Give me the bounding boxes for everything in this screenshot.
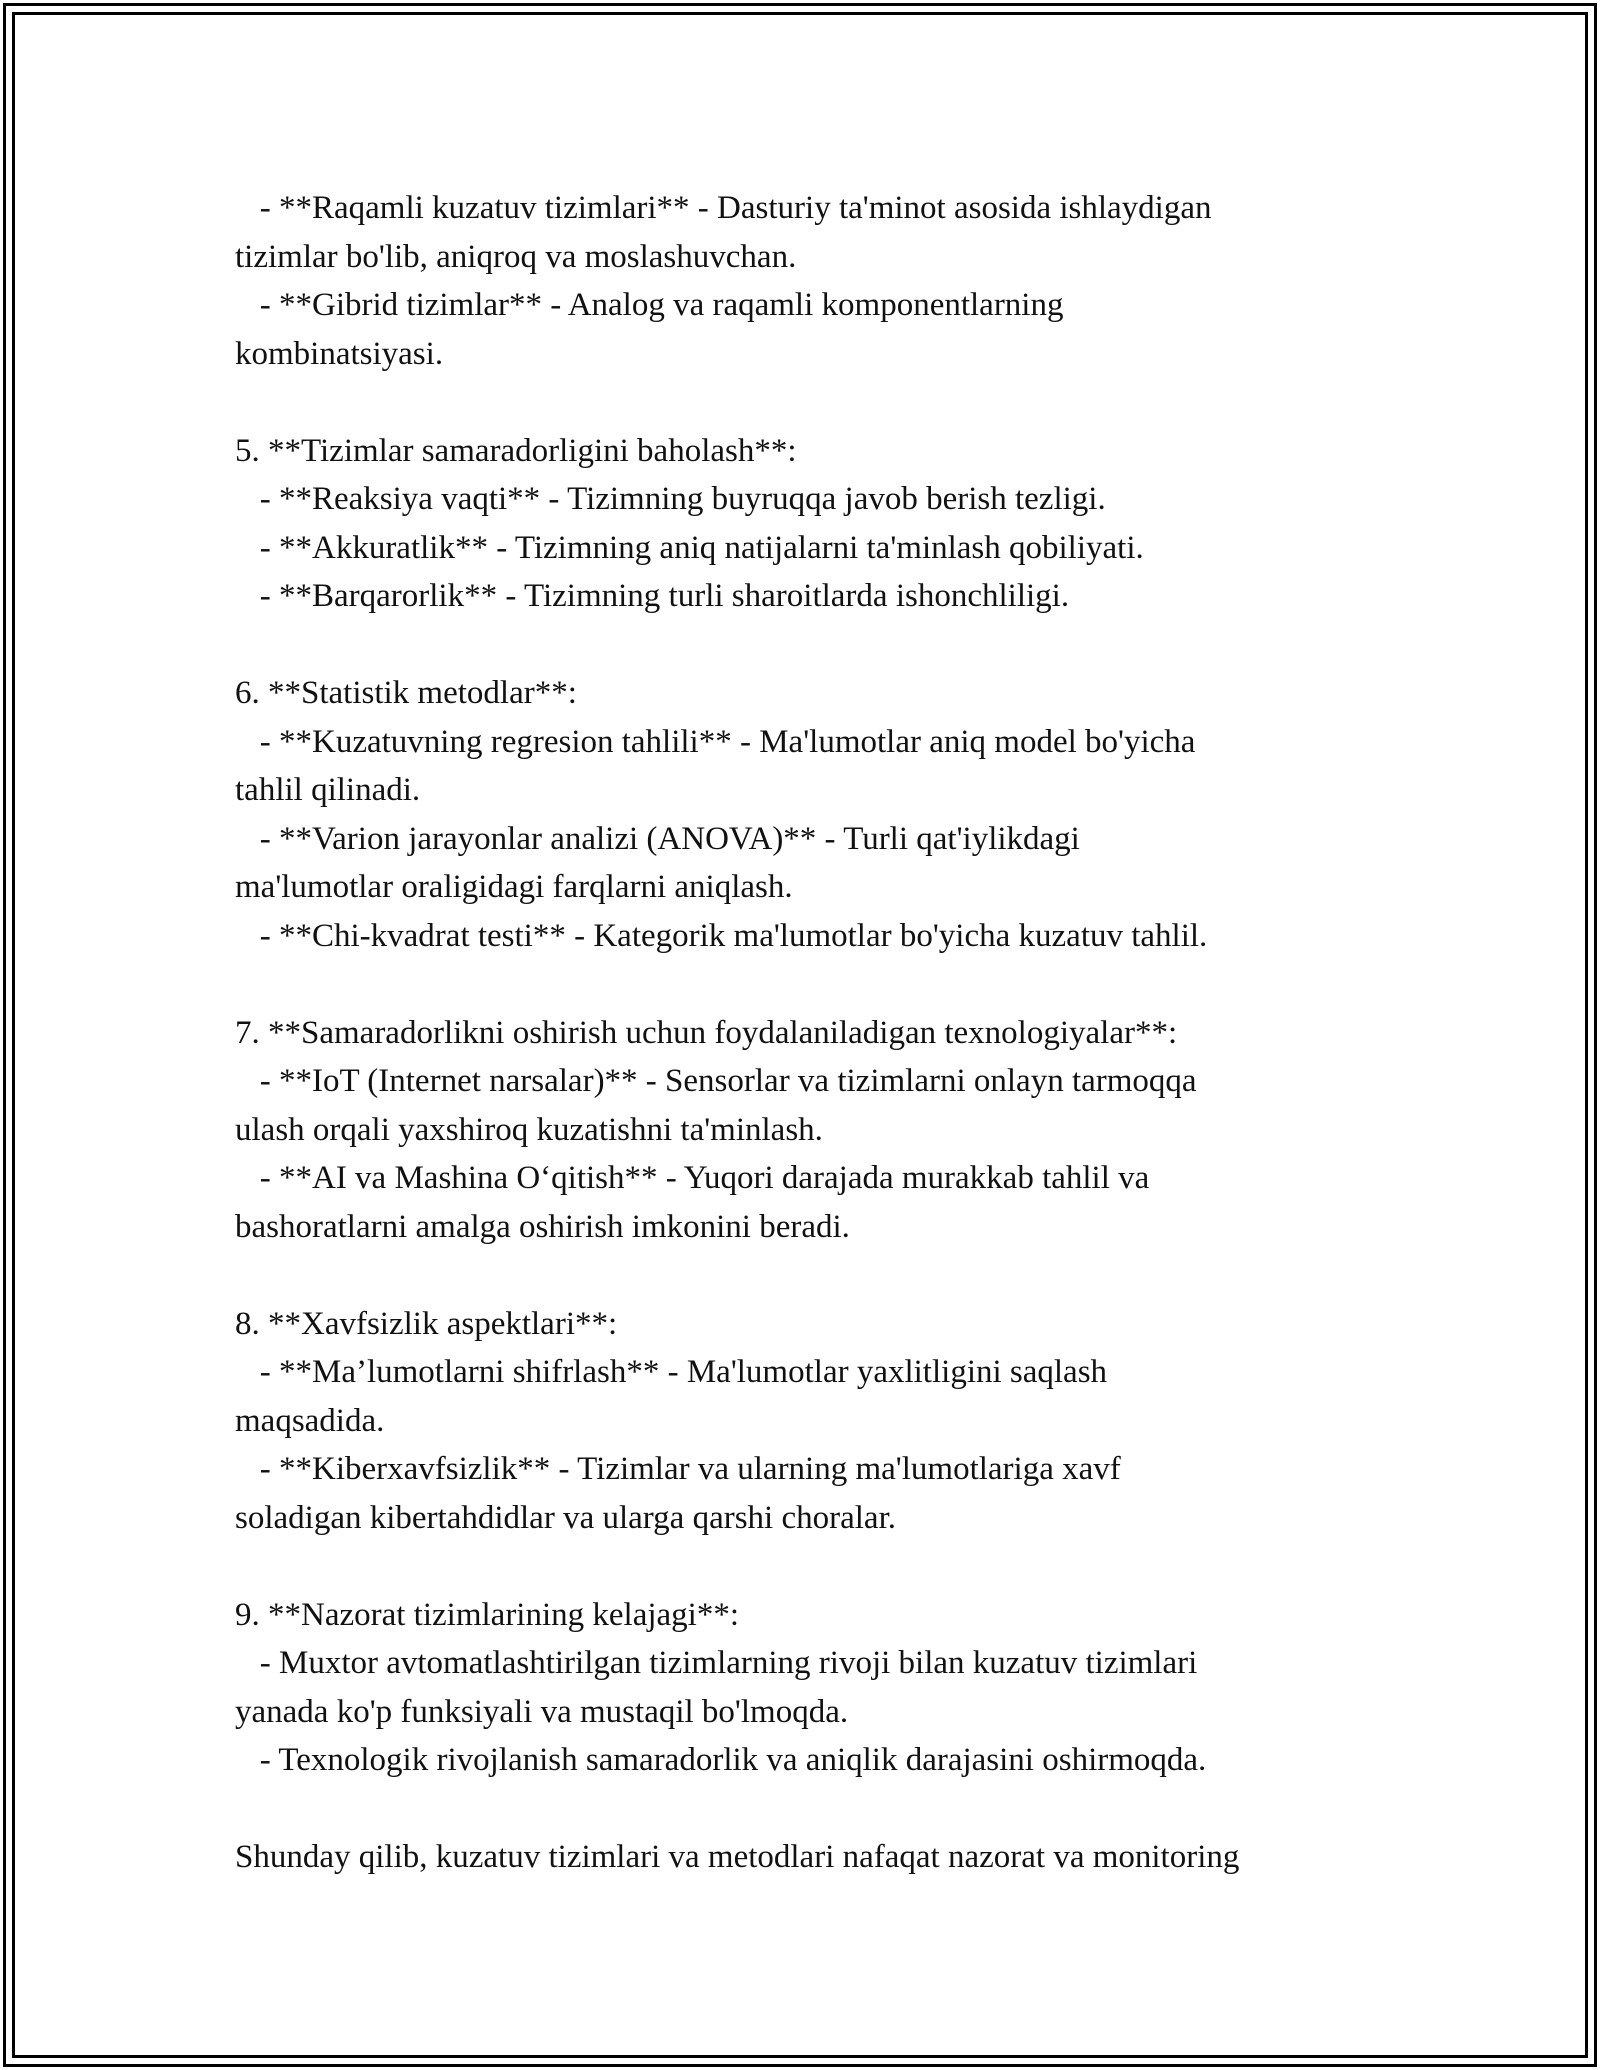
section-heading-7: 7. **Samaradorlikni oshirish uchun foydalaniladigan texnologiyalar**: [235, 1014, 1178, 1051]
blank-line [235, 1542, 1415, 1591]
text-line: soladigan kibertahdidlar va ularga qarshi choralar. [235, 1499, 896, 1536]
blank-line [235, 1251, 1415, 1300]
text-line: - **Gibrid tizimlar** - Analog va raqamli komponentlarning [235, 287, 1064, 323]
blank-line [235, 1785, 1415, 1834]
text-line: ma'lumotlar oraligidagi farqlarni aniqlash. [235, 869, 793, 905]
section-heading-8: 8. **Xavfsizlik aspektlari**: [235, 1305, 618, 1342]
section-heading-6: 6. **Statistik metodlar**: [235, 675, 577, 711]
text-line: maqsadida. [235, 1402, 385, 1439]
text-line: - **Kuzatuvning regresion tahlili** - Ma'lumotlar aniq model bo'yicha [235, 723, 1196, 760]
document-body [235, 184, 1415, 1882]
text-line: - **Akkuratlik** - Tizimning aniq natijalarni ta'minlash qobiliyati. [235, 529, 1144, 566]
section-heading-9: 9. **Nazorat tizimlarining kelajagi**: [235, 1596, 740, 1633]
text-line: - **Ma’lumotlarni shifrlash** - Ma'lumotlar yaxlitligini saqlash [235, 1354, 1108, 1390]
text-line: - **AI va Mashina O‘qitish** - Yuqori darajada murakkab tahlil va [235, 1160, 1150, 1196]
text-line: - Muxtor avtomatlashtirilgan tizimlarning rivoji bilan kuzatuv tizimlari [235, 1645, 1198, 1681]
text-line: ulash orqali yaxshiroq kuzatishni ta'minlash. [235, 1111, 823, 1148]
section-heading-5: 5. **Tizimlar samaradorligini baholash**: [235, 432, 797, 469]
text-line: - Texnologik rivojlanish samaradorlik va aniqlik darajasini oshirmoqda. [235, 1742, 1207, 1778]
text-line: - **Varion jarayonlar analizi (ANOVA)** - Turli qat'iylikdagi [235, 820, 1080, 857]
text-line: - **Kiberxavfsizlik** - Tizimlar va ularning ma'lumotlariga xavf [235, 1451, 1121, 1487]
text-line: - **Reaksiya vaqti** - Tizimning buyruqqa javob berish tezligi. [235, 481, 1106, 517]
blank-line [235, 621, 1415, 670]
blank-line [235, 960, 1415, 1009]
text-line: - **Chi-kvadrat testi** - Kategorik ma'lumotlar bo'yicha kuzatuv tahlil. [235, 917, 1208, 954]
text-line: tahlil qilinadi. [235, 772, 421, 808]
text-line: - **Raqamli kuzatuv tizimlari** - Dasturiy ta'minot asosida ishlaydigan [235, 190, 1212, 226]
text-line: - **Barqarorlik** - Tizimning turli sharoitlarda ishonchliligi. [235, 578, 1070, 614]
text-line: tizimlar bo'lib, aniqroq va moslashuvchan. [235, 238, 797, 275]
text-line: bashoratlarni amalga oshirish imkonini beradi. [235, 1208, 850, 1245]
conclusion-line: Shunday qilib, kuzatuv tizimlari va metodlari nafaqat nazorat va monitoring [235, 1839, 1240, 1875]
text-line: kombinatsiyasi. [235, 335, 444, 372]
text-line: yanada ko'p funksiyali va mustaqil bo'lmoqda. [235, 1693, 849, 1730]
blank-line [235, 378, 1415, 427]
text-line: - **IoT (Internet narsalar)** - Sensorlar va tizimlarni onlayn tarmoqqa [235, 1063, 1197, 1099]
